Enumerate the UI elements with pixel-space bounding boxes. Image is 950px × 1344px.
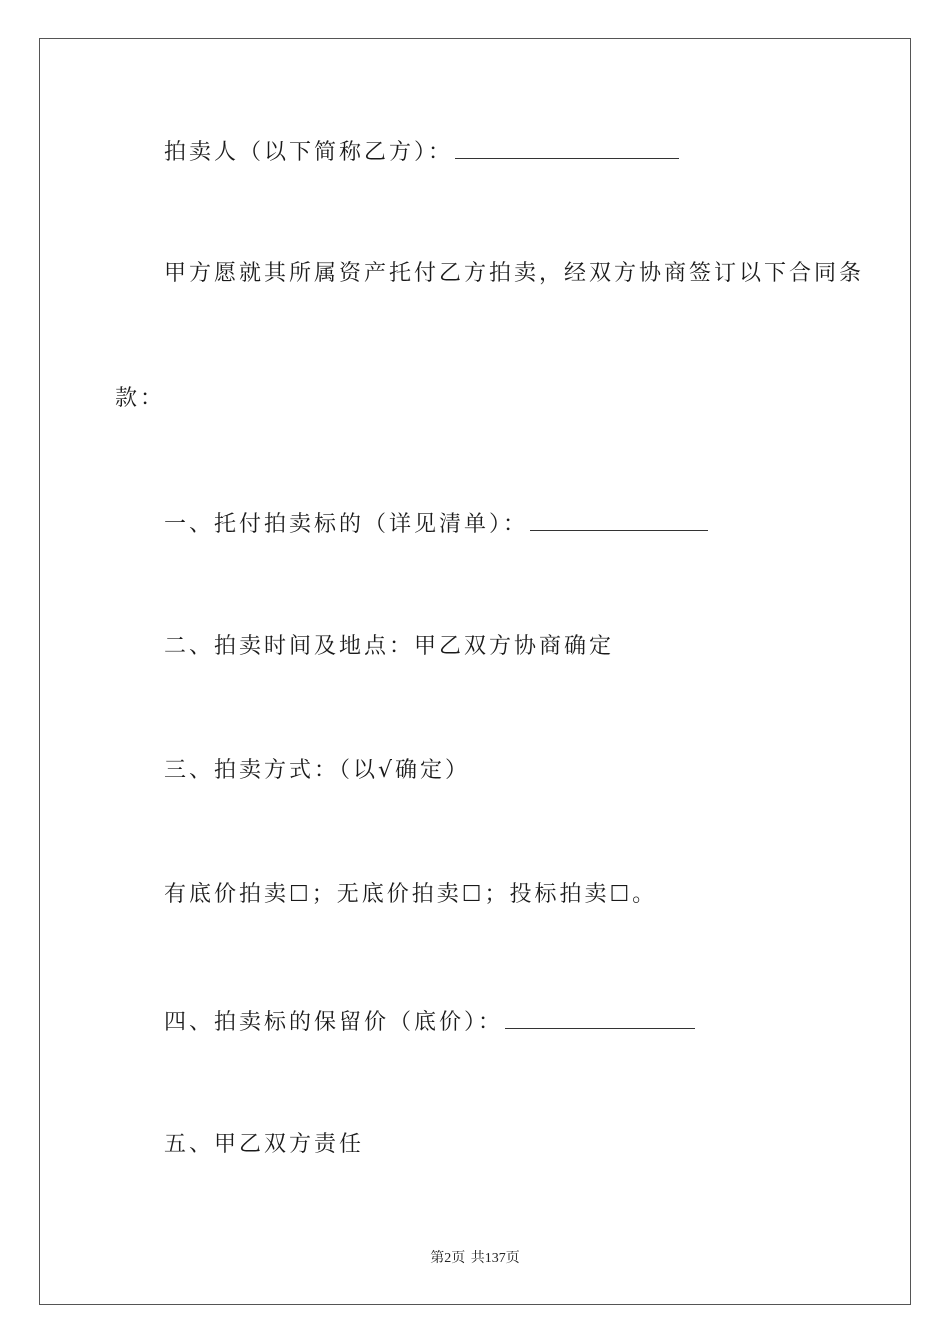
clause-4-blank [505,1006,695,1029]
clause-1-blank [530,508,708,531]
clause-4-label: 四、拍卖标的保留价（底价）： [164,1010,504,1035]
page-footer [0,1247,950,1267]
clause-3-options-line [164,880,657,910]
clause-5-line [164,1130,364,1160]
page-border [39,38,911,1305]
clause-1-label: 一、托付拍卖标的（详见清单）： [164,512,529,537]
intro-text-2: 款： [115,386,166,411]
clause-2-line [164,632,614,662]
clause-3-text: 三、拍卖方式：（以√确定） [164,758,471,783]
auctioneer-label: 拍卖人（以下简称乙方）： [164,140,454,165]
intro-line-2 [115,384,165,414]
total-pages: 共137页 [470,1251,520,1266]
intro-line-1 [164,259,864,289]
intro-text-1: 甲方愿就其所属资产托付乙方拍卖，经双方协商签订以下合同条 [164,261,865,286]
clause-3-options-text: 有底价拍卖☐；无底价拍卖☐；投标拍卖☐。 [164,882,658,907]
auctioneer-blank [455,136,679,159]
clause-5-text: 五、甲乙双方责任 [164,1132,365,1157]
clause-1-line [164,508,708,540]
clause-4-line [164,1006,695,1038]
clause-2-text: 二、拍卖时间及地点：甲乙双方协商确定 [164,634,615,659]
clause-3-line [164,756,470,786]
page-number: 第2页 [430,1251,466,1266]
auctioneer-line [164,136,679,168]
